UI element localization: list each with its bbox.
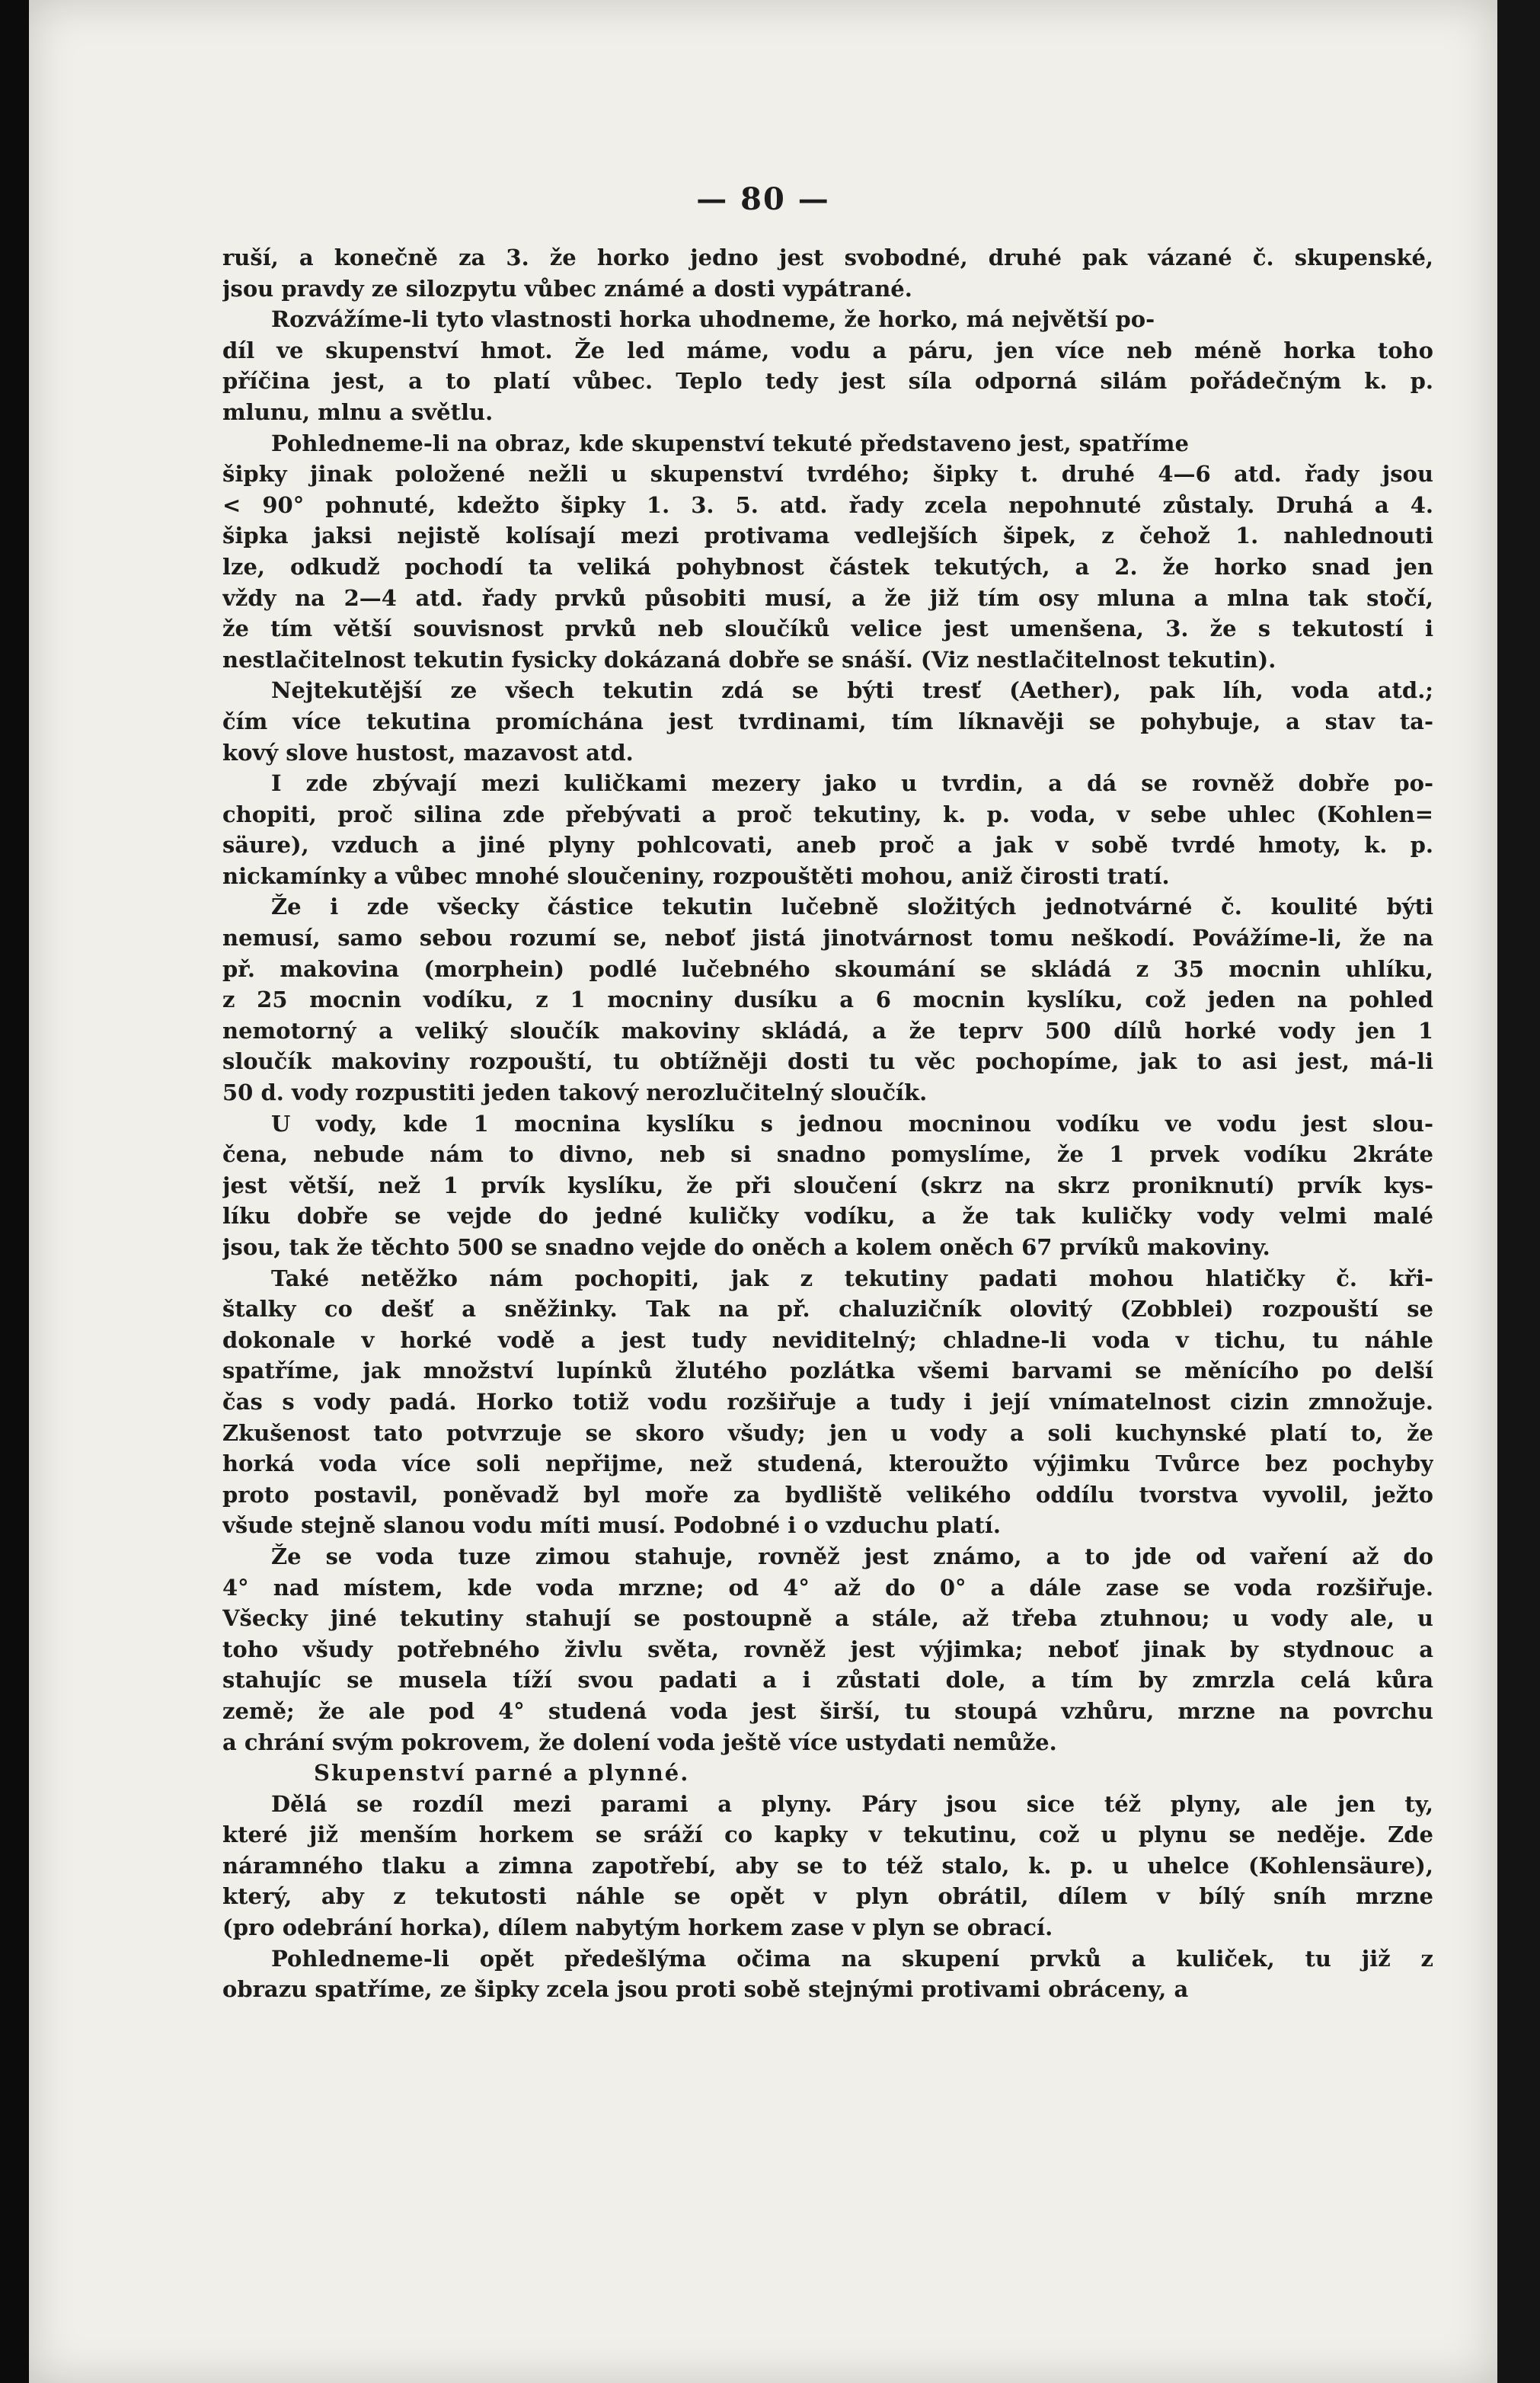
text-line: jsou pravdy ze silozpytu vůbec známé a dosti vypátrané. xyxy=(222,275,912,302)
text-line: kový slove hustost, mazavost atd. xyxy=(222,739,634,766)
text-line: nestlačitelnost tekutin fysicky dokázaná dobře se snáší. (Viz nestlačitelnost tekutin). xyxy=(222,646,1276,673)
text-line: čím více tekutina promíchána jest tvrdinami, tím líknavěji se pohybuje, a stav ta- xyxy=(222,708,1433,734)
text-line: štalky co dešť a sněžinky. Tak na př. chaluzičník olovitý (Zobblei) rozpouští se xyxy=(222,1296,1433,1323)
text-line: (pro odebrání horka), dílem nabytým horkem zase v plyn se obrací. xyxy=(222,1914,1053,1941)
text-line: čena, nebude nám to divno, neb si snadno pomyslíme, že 1 prvek vodíku 2kráte xyxy=(222,1141,1433,1168)
text-line: spatříme, jak množství lupínků žlutého pozlátka všemi barvami se měnícího po delší xyxy=(222,1358,1433,1384)
text-line: proto postavil, poněvadž byl moře za bydliště velikého oddílu tvorstva vyvolil, ježto xyxy=(222,1481,1433,1508)
text-line: 50 d. vody rozpustiti jeden takový nerozlučitelný sloučík. xyxy=(222,1080,928,1106)
text-line: který, aby z tekutosti náhle se opět v plyn obrátil, dílem v bílý sníh mrzne xyxy=(222,1883,1433,1910)
text-line: toho všudy potřebného živlu světa, rovněž jest výjimka; neboť jinak by stydnouc a xyxy=(222,1636,1433,1662)
text-line: vždy na 2—4 atd. řady prvků působiti musí, a že již tím osy mluna a mlna tak stočí, xyxy=(222,584,1433,611)
text-line: Že i zde všecky částice tekutin lučebně složitých jednotvárné č. koulité býti xyxy=(271,894,1433,920)
text-line: př. makovina (morphein) podlé lučebného skoumání se skládá z 35 mocnin uhlíku, xyxy=(222,955,1433,982)
text-line: Že se voda tuze zimou stahuje, rovněž jest známo, a to jde od vaření až do xyxy=(271,1543,1433,1569)
text-line: Zkušenost tato potvrzuje se skoro všudy; jen u vody a soli kuchynské platí to, že xyxy=(222,1419,1433,1446)
text-line: Nejtekutější ze všech tekutin zdá se býti tresť (Aether), pak líh, voda atd.; xyxy=(271,677,1433,704)
text-line: jest větší, než 1 prvík kyslíku, že při sloučení (skrz na skrz proniknutí) prvík kys- xyxy=(222,1172,1433,1198)
body-text xyxy=(222,242,1433,2005)
text-line: a chrání svým pokrovem, že dolení voda ještě více ustydati nemůže. xyxy=(222,1729,1057,1755)
book-page xyxy=(29,0,1497,2383)
text-line: < 90° pohnuté, kdežto šipky 1. 3. 5. atd. řady zcela nepohnuté zůstaly. Druhá a 4. xyxy=(222,491,1433,518)
text-line: všude stejně slanou vodu míti musí. Podobné i o vzduchu platí. xyxy=(222,1512,1001,1539)
text-line: nemotorný a veliký sloučík makoviny skládá, a že teprv 500 dílů horké vody jen 1 xyxy=(222,1017,1433,1044)
text-line: ruší, a konečně za 3. že horko jedno jest svobodné, druhé pak vázané č. skupenské, xyxy=(222,245,1433,270)
text-line: U vody, kde 1 mocnina kyslíku s jednou mocninou vodíku ve vodu jest slou- xyxy=(271,1110,1433,1137)
text-line: chopiti, proč silina zde přebývati a proč tekutiny, k. p. voda, v sebe uhlec (Kohlen= xyxy=(222,801,1433,827)
text-line: säure), vzduch a jiné plyny pohlcovati, aneb proč a jak v sobě tvrdé hmoty, k. p. xyxy=(222,832,1433,859)
text-line: Pohledneme-li na obraz, kde skupenství tekuté představeno jest, spatříme xyxy=(271,430,1189,456)
text-line: lze, odkudž pochodí ta veliká pohybnost částek tekutých, a 2. že horko snad jen xyxy=(222,553,1433,580)
text-line: země; že ale pod 4° studená voda jest širší, tu stoupá vzhůru, mrzne na povrchu xyxy=(222,1697,1433,1724)
text-line: stahujíc se musela tíží svou padati a i zůstati dole, a tím by zmrzla celá kůra xyxy=(222,1667,1433,1694)
text-line: Všecky jiné tekutiny stahují se postoupně a stále, až třeba ztuhnou; u vody ale, u xyxy=(222,1605,1433,1632)
text-line: 4° nad místem, kde voda mrzne; od 4° až do 0° a dále zase se voda rozšiřuje. xyxy=(222,1574,1433,1601)
text-line: náramného tlaku a zimna zapotřebí, aby se to též stalo, k. p. u uhelce (Kohlensäure), xyxy=(222,1852,1433,1879)
text-line: sloučík makoviny rozpouští, tu obtížněji dosti tu věc pochopíme, jak to asi jest, má-li xyxy=(222,1048,1433,1075)
text-line: které již menším horkem se sráží co kapky v tekutinu, což u plynu se neděje. Zde xyxy=(222,1822,1433,1848)
scan-border xyxy=(1497,0,1540,2383)
text-line: šipka jaksi nejistě kolísají mezi protivama vedlejších šipek, z čehož 1. nahlednouti xyxy=(222,523,1433,549)
text-line: I zde zbývají mezi kuličkami mezery jako u tvrdin, a dá se rovněž dobře po- xyxy=(271,770,1433,797)
text-line: jsou, tak že těchto 500 se snadno vejde do oněch a kolem oněch 67 prvíků makoviny. xyxy=(222,1234,1270,1260)
text-line: že tím větší souvisnost prvků neb sloučíků velice jest umenšena, 3. že s tekutostí i xyxy=(222,616,1433,642)
text-line: dokonale v horké vodě a jest tudy neviditelný; chladne-li voda v tichu, tu náhle xyxy=(222,1326,1433,1353)
text-line: z 25 mocnin vodíku, z 1 mocniny dusíku a 6 mocnin kyslíku, což jeden na pohled xyxy=(222,987,1433,1013)
text-line: čas s vody padá. Horko totiž vodu rozšiřuje a tudy i její vnímatelnost cizin zmnožuje. xyxy=(222,1388,1433,1415)
text-line: šipky jinak položené nežli u skupenství tvrdého; šipky t. druhé 4—6 atd. řady jsou xyxy=(222,461,1433,488)
text-line: nemusí, samo sebou rozumí se, neboť jistá jinotvárnost tomu neškodí. Povážíme-li, že na xyxy=(222,925,1433,952)
text-line: Pohledneme-li opět předešlýma očima na skupení prvků a kuliček, tu již z xyxy=(271,1945,1433,1972)
text-line: obrazu spatříme, ze šipky zcela jsou proti sobě stejnými protivami obráceny, a xyxy=(222,1976,1189,2003)
text-line: mlunu, mlnu a světlu. xyxy=(222,398,494,425)
text-line: nickamínky a vůbec mnohé sloučeniny, rozpouštěti mohou, aniž čirosti tratí. xyxy=(222,862,1170,889)
text-line: Dělá se rozdíl mezi parami a plyny. Páry jsou sice též plyny, ale jen ty, xyxy=(271,1790,1433,1817)
text-line: horká voda více soli nepřijme, než studená, kteroužto výjimku Tvůrce bez pochyby xyxy=(222,1451,1433,1477)
text-line: líku dobře se vejde do jedné kuličky vodíku, a že tak kuličky vody velmi malé xyxy=(222,1203,1433,1230)
text-line: Rozvážíme-li tyto vlastnosti horka uhodneme, že horko, má největší po- xyxy=(271,306,1155,333)
text-line: díl ve skupenství hmot. Že led máme, vodu a páru, jen více neb méně horka toho xyxy=(222,337,1433,363)
text-line: příčina jest, a to platí vůbec. Teplo tedy jest síla odporná silám pořádečným k. p. xyxy=(222,368,1433,395)
text-line: Také netěžko nám pochopiti, jak z tekutiny padati mohou hlatičky č. kři- xyxy=(271,1265,1433,1291)
section-heading: Skupenství parné a plynné. xyxy=(314,1760,690,1786)
page-number: — 80 — xyxy=(696,181,830,217)
